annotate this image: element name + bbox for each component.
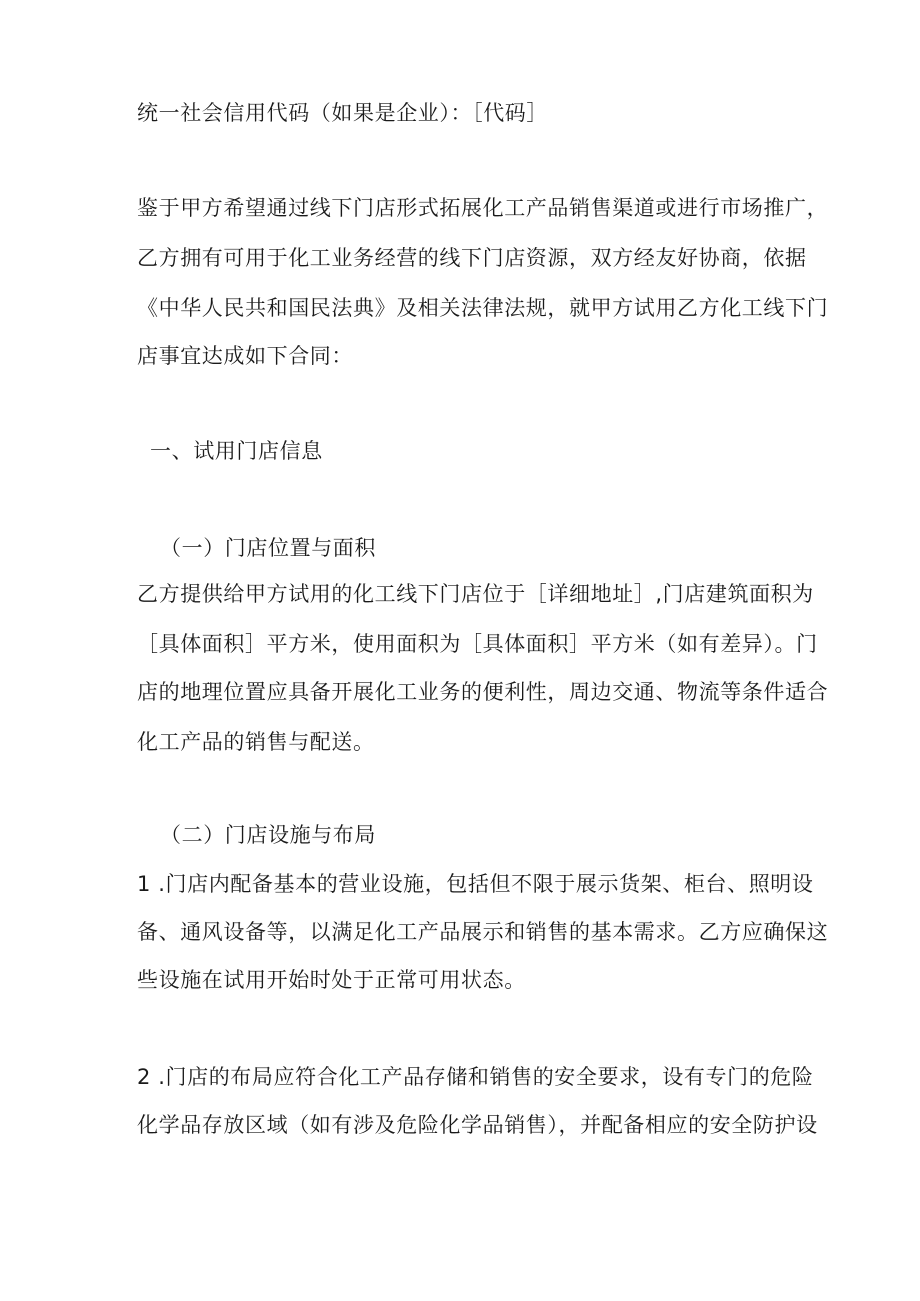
preamble-line-4: 店事宜达成如下合同： <box>137 344 353 368</box>
subsection1-title: （一）门店位置与面积 <box>160 536 376 560</box>
subsection1-line-4: 化工产品的销售与配送。 <box>137 730 375 754</box>
subsection2-title: （二）门店设施与布局 <box>160 823 376 847</box>
section1-title: 一、试用门店信息 <box>150 439 323 463</box>
item1-line-1: 1 .门店内配备基本的营业设施，包括但不限于展示货架、柜台、照明设 <box>137 872 814 896</box>
item1-line-2: 备、通风设备等，以满足化工产品展示和销售的基本需求。乙方应确保这 <box>137 920 829 944</box>
subsection1-line-2: ［具体面积］平方米，使用面积为［具体面积］平方米（如有差异）。门 <box>137 632 818 656</box>
item2-line-1: 2 .门店的布局应符合化工产品存储和销售的安全要求，设有专门的危险 <box>137 1065 814 1089</box>
subsection1-line-3: 店的地理位置应具备开展化工业务的便利性，周边交通、物流等条件适合 <box>137 680 829 704</box>
item2-line-2: 化学品存放区域（如有涉及危险化学品销售），并配备相应的安全防护设 <box>137 1113 818 1137</box>
item1-line-3: 些设施在试用开始时处于正常可用状态。 <box>137 968 526 992</box>
subsection1-line-1: 乙方提供给甲方试用的化工线下门店位于［详细地址］,门店建筑面积为 <box>137 582 814 606</box>
preamble-line-2: 乙方拥有可用于化工业务经营的线下门店资源，双方经友好协商，依据 <box>137 246 807 270</box>
preamble-line-3: 《中华人民共和国民法典》及相关法律法规，就甲方试用乙方化工线下门 <box>137 296 829 320</box>
preamble-line-1: 鉴于甲方希望通过线下门店形式拓展化工产品销售渠道或进行市场推广， <box>137 196 829 220</box>
credit-code-line: 统一社会信用代码（如果是企业）：［代码］ <box>137 101 548 125</box>
